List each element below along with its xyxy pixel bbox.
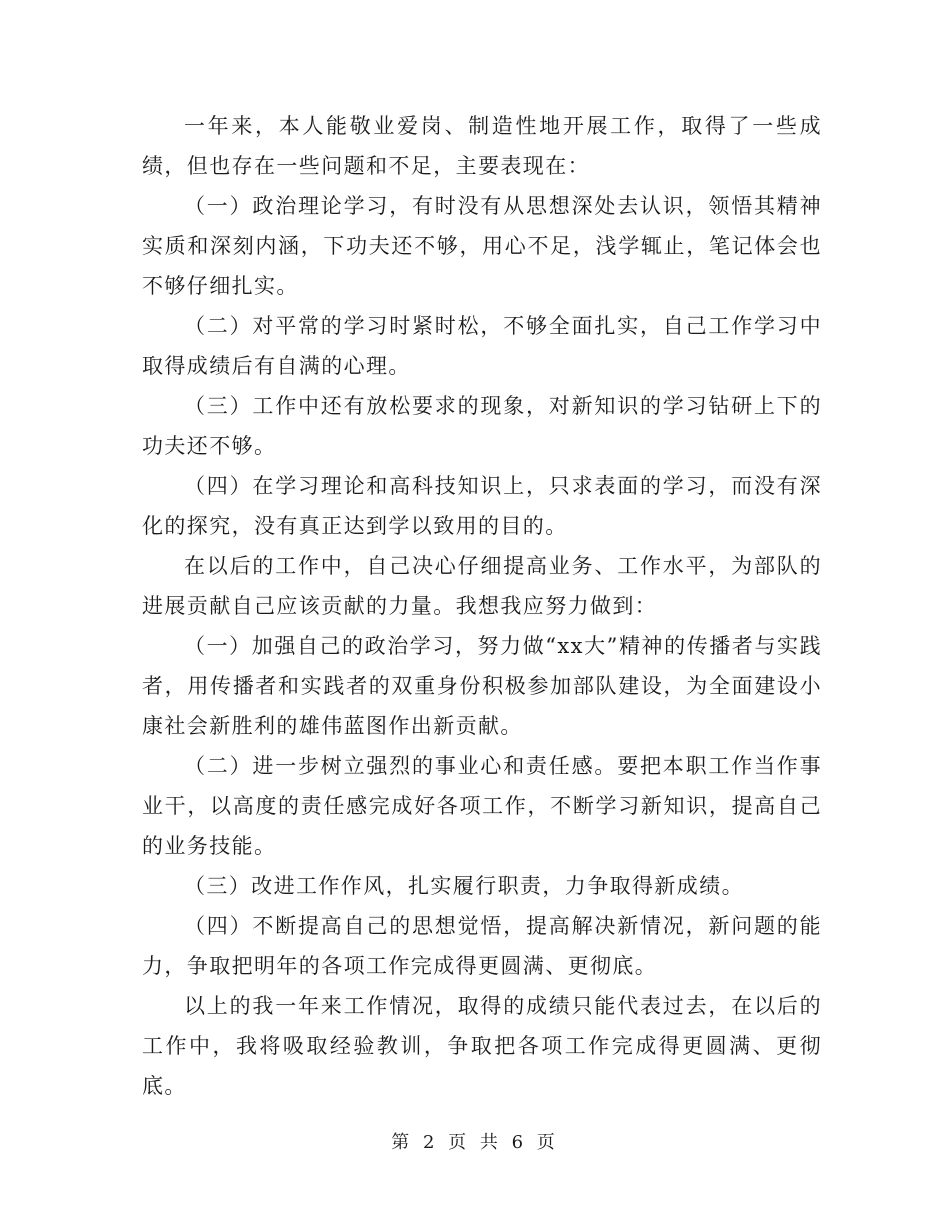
paragraph-intro: 一年来，本人能敬业爱岗、制造性地开展工作，取得了一些成绩，但也存在一些问题和不足，主要表现在： <box>142 114 822 178</box>
document-body <box>142 106 822 1106</box>
paragraph-plan-3: （三）改进工作作风，扎实履行职责，力争取得新成绩。 <box>184 874 744 898</box>
page-number-footer: 第 2 页 共 6 页 <box>391 1132 559 1153</box>
paragraph-issue-2: （二）对平常的学习时紧时松，不够全面扎实，自己工作学习中取得成绩后有自满的心理。 <box>142 314 822 378</box>
paragraph-plan-2: （二）进一步树立强烈的事业心和责任感。要把本职工作当作事业干，以高度的责任感完成好各项工作，不断学习新知识，提高自己的业务技能。 <box>142 754 822 858</box>
paragraph-plan-intro: 在以后的工作中，自己决心仔细提高业务、工作水平，为部队的进展贡献自己应该贡献的力量。我想我应努力做到： <box>142 554 822 618</box>
paragraph-issue-4: （四）在学习理论和高科技知识上，只求表面的学习，而没有深化的探究，没有真正达到学以致用的目的。 <box>142 474 822 538</box>
paragraph-plan-1: （一）加强自己的政治学习，努力做“xx大”精神的传播者与实践者，用传播者和实践者的双重身份积极参加部队建设，为全面建设小康社会新胜利的雄伟蓝图作出新贡献。 <box>142 634 822 738</box>
paragraph-issue-3: （三）工作中还有放松要求的现象，对新知识的学习钻研上下的功夫还不够。 <box>142 394 822 458</box>
paragraph-issue-1: （一）政治理论学习，有时没有从思想深处去认识，领悟其精神实质和深刻内涵，下功夫还不够，用心不足，浅学辄止，笔记体会也不够仔细扎实。 <box>142 194 822 298</box>
paragraph-plan-4: （四）不断提高自己的思想觉悟，提高解决新情况，新问题的能力，争取把明年的各项工作完成得更圆满、更彻底。 <box>142 914 822 978</box>
paragraph-conclusion: 以上的我一年来工作情况，取得的成绩只能代表过去，在以后的工作中，我将吸取经验教训，争取把各项工作完成得更圆满、更彻底。 <box>142 994 822 1098</box>
